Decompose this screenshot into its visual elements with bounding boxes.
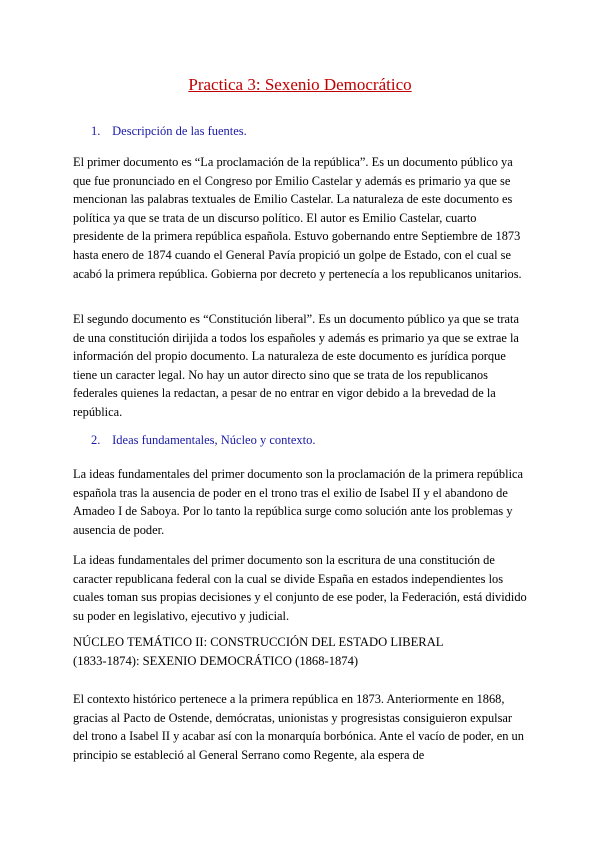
page-title: Practica 3: Sexenio Democrático [188,75,412,94]
heading-text: Ideas fundamentales, Núcleo y contexto. [112,433,316,447]
paragraph-ideas-second: La ideas fundamentales del primer documento son la escritura de una constitución de caracter republicana federal con la cual se divide España en estados independientes los cuales toman sus propias decisiones y el conjunto de ese poder, la Federación, está dividido su poder en legislativo, ejecutivo y judicial. [73,553,527,623]
heading-sources [91,122,247,140]
paragraph-second-document: El segundo documento es “Constitución liberal”. Es un documento público ya que se trata de una constitución dirijida a todos los españoles y además es primario ya que se extrae la información del propio documento. La naturaleza de este documento es jurídica porque tiene un caracter legal. No hay un autor directo sino que se trata de los republicanos federales quienes la redactan, a pesar de no entrar en vigor debido a la brevedad de la república. [73,312,519,419]
section-title-line2: (1833-1874): SEXENIO DEMOCRÁTICO (1868-1874) [73,654,359,668]
section-title-line1: NÚCLEO TEMÁTICO II: CONSTRUCCIÓN DEL ESTADO LIBERAL [73,635,444,649]
heading-number: 2. [91,433,101,447]
heading-ideas [91,431,316,449]
paragraph-context: El contexto histórico pertenece a la primera república en 1873. Anteriormente en 1868, gracias al Pacto de Ostende, demócratas, unionistas y progresistas consiguieron expulsar del trono a Isabel II y acabar así con la monarquía borbónica. Ante el vacío de poder, en un principio se estableció al General Serrano como Regente, ala espera de [73,692,524,762]
heading-text: Descripción de las fuentes. [112,124,247,138]
paragraph-ideas-first: La ideas fundamentales del primer documento son la proclamación de la primera república española tras la ausencia de poder en el trono tras el exilio de Isabel II y el abandono de Amadeo I de Saboya. Por lo tanto la república surge como solución ante los problemas y ausencia de poder. [73,467,524,537]
section-title [73,633,543,671]
heading-number: 1. [91,124,101,138]
paragraph-first-document: El primer documento es “La proclamación de la república”. Es un documento público ya que fue pronunciado en el Congreso por Emilio Castelar y además es primario ya que se mencionan las palabras textuales de Emilio Castelar. La naturaleza de este documento es política ya que se trata de un discurso político. El autor es Emilio Castelar, cuarto presidente de la primera república española. Estuvo gobernando entre Septiembre de 1873 hasta enero de 1874 cuando el General Pavía propició un golpe de Estado, con el cual se acabó la primera república. Gobierna por decreto y pertenecía a los republicanos unitarios. [73,155,522,281]
